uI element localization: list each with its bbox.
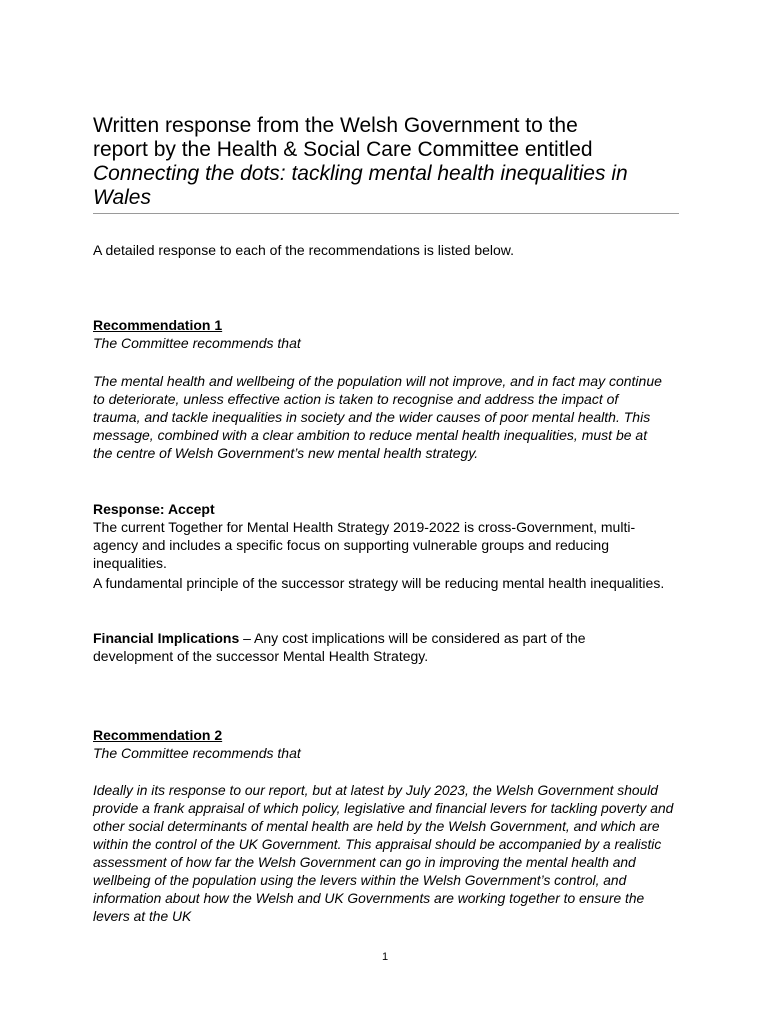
recommendation-text: The mental health and wellbeing of the population will not improve, and in fact may continue to deteriorate, unless effective action is taken to recognise and address the impact of trauma, and tackle inequalities in society and the wider causes of poor mental health. This message, combined with a clear ambition to reduce mental health inequalities, must be at the centre of Welsh Government’s new mental health strategy. xyxy=(93,373,662,461)
recommendation-heading: Recommendation 2 xyxy=(93,727,223,743)
response-label: Response: Accept xyxy=(93,501,215,517)
financial-implications xyxy=(93,629,668,665)
title-report-name: Connecting the dots: tackling mental health inequalities in Wales xyxy=(93,162,628,209)
recommendation-text: Ideally in its response to our report, but at latest by July 2023, the Welsh Government should provide a frank appraisal of which policy, legislative and financial levers for tackling poverty and other social determinants of mental health are held by the Welsh Government, and which are within the control of the UK Government. This appraisal should be accompanied by a realistic assessment of how far the Welsh Government can go in improving the mental health and wellbeing of the population using the levers within the Welsh Government’s control, and information about how the Welsh and UK Governments are working together to ensure the levers at the UK xyxy=(93,783,674,924)
title-line-2: report by the Health & Social Care Committee entitled xyxy=(93,138,593,161)
response-paragraph: A fundamental principle of the successor strategy will be reducing mental health inequalities. xyxy=(93,575,665,591)
financial-implications-label: Financial Implications xyxy=(93,630,240,646)
page-number: 1 xyxy=(381,951,389,963)
document-title xyxy=(93,114,683,213)
recommendation-heading: Recommendation 1 xyxy=(93,317,223,333)
intro-text: A detailed response to each of the recommendations is listed below. xyxy=(93,242,515,258)
title-divider xyxy=(93,213,679,214)
title-line-1: Written response from the Welsh Government to the xyxy=(93,114,578,137)
recommendation-lead: The Committee recommends that xyxy=(93,745,301,761)
recommendation-lead: The Committee recommends that xyxy=(93,335,301,351)
response-paragraph: The current Together for Mental Health Strategy 2019-2022 is cross-Government, multi-agency and includes a specific focus on supporting vulnerable groups and reducing inequalities. xyxy=(93,519,636,571)
financial-implications-text: – Any cost implications will be considered as part of the development of the successor Mental Health Strategy. xyxy=(93,630,586,664)
